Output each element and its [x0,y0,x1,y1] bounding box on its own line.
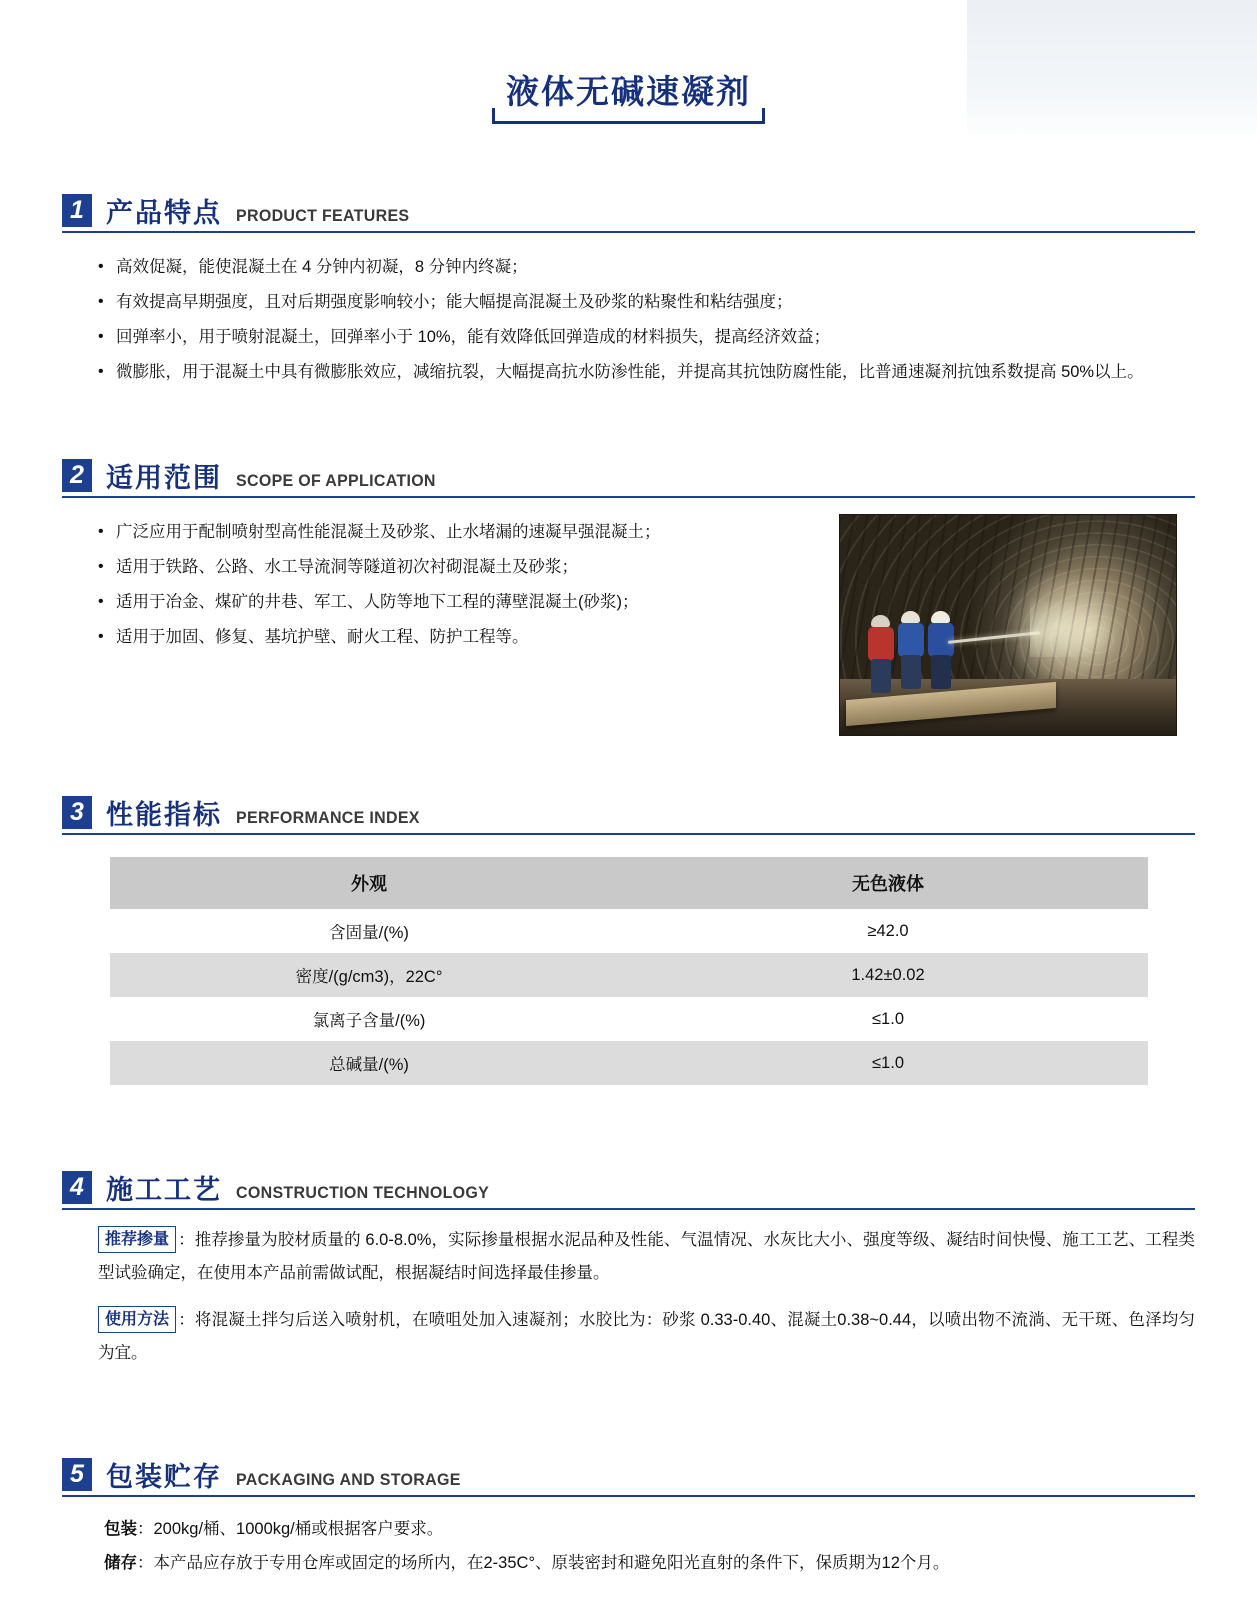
table-cell-name: 外观 [110,857,629,909]
section-title-en: PERFORMANCE INDEX [236,809,420,828]
section-title-en: CONSTRUCTION TECHNOLOGY [236,1184,490,1203]
list-item: • 高效促凝，能使混凝土在 4 分钟内初凝，8 分钟内终凝； [98,251,1195,284]
table-cell-name: 氯离子含量/(%) [110,997,629,1041]
section-product-features [62,194,1195,389]
list-item: • 适用于加固、修复、基坑护壁、耐火工程、防护工程等。 [98,621,829,654]
section-header [62,1458,1195,1497]
worker-figure [866,615,896,693]
worker-figure [896,611,926,689]
worker-torso [868,627,894,661]
section-performance-index [62,796,1195,1085]
table-cell-value: ≥42.0 [629,909,1148,953]
section-title-cn: 产品特点 [106,198,222,228]
worker-legs [931,655,951,689]
table-cell-value: 1.42±0.02 [629,953,1148,997]
storage-line [104,1547,1195,1581]
helmet-icon [871,615,890,627]
section-number-badge: 3 [62,796,92,829]
table-cell-value: ≤1.0 [629,997,1148,1041]
section-number-badge: 5 [62,1458,92,1491]
performance-table [110,857,1148,1085]
scope-list [62,516,829,656]
usage-text: ：将混凝土拌匀后送入喷射机，在喷咀处加入速凝剂；水胶比为：砂浆 0.33-0.40、混凝土0.38~0.44，以喷出物不流淌、无干斑、色泽均匀为宜。 [98,1311,1195,1362]
storage-key: 储存 [104,1553,137,1572]
table-row [110,909,1148,953]
worker-figure [926,611,956,695]
worker-legs [871,659,891,693]
table-cell-value: ≤1.0 [629,1041,1148,1085]
table-row [110,1041,1148,1085]
packaging-lines [62,1513,1195,1611]
dosage-paragraph [98,1224,1195,1290]
tunnel-construction-photo [839,514,1177,736]
section-title-en: PRODUCT FEATURES [236,207,410,226]
list-item: • 微膨胀，用于混凝土中具有微膨胀效应，减缩抗裂，大幅提高抗水防渗性能，并提高其抗蚀防腐性能，比普通速凝剂抗蚀系数提高 50%以上。 [98,356,1195,389]
section-title-cn: 性能指标 [106,800,222,830]
table-cell-name: 密度/(g/cm3)，22C° [110,953,629,997]
list-item: • 适用于冶金、煤矿的井巷、军工、人防等地下工程的薄壁混凝土(砂浆)； [98,586,829,619]
table-cell-name: 含固量/(%) [110,909,629,953]
dosage-tag: 推荐掺量 [98,1226,176,1253]
section-packaging-and-storage [62,1458,1195,1611]
section-header [62,194,1195,233]
storage-value: ：本产品应存放于专用仓库或固定的场所内，在2-35C°、原装密封和避免阳光直射的条件下，保质期为12个月。 [137,1553,950,1572]
document-title-container [0,0,1257,124]
list-item: • 适用于铁路、公路、水工导流洞等隧道初次衬砌混凝土及砂浆； [98,551,829,584]
table-cell-name: 总碱量/(%) [110,1041,629,1085]
table-cell-value: 无色液体 [629,857,1148,909]
section-number-badge: 4 [62,1171,92,1204]
table-row [110,997,1148,1041]
helmet-icon [931,611,950,623]
list-item: • 广泛应用于配制喷射型高性能混凝土及砂浆、止水堵漏的速凝早强混凝土； [98,516,829,549]
packaging-value: ：200kg/桶、1000kg/桶或根据客户要求。 [137,1520,444,1538]
section-header [62,796,1195,835]
helmet-icon [901,611,920,623]
worker-legs [901,655,921,689]
section-number-badge: 1 [62,194,92,227]
packaging-key: 包装 [104,1520,137,1538]
section-construction-technology [62,1171,1195,1370]
section-header [62,1171,1195,1210]
usage-tag: 使用方法 [98,1306,176,1333]
table-row [110,857,1148,909]
section-header [62,459,1195,498]
feature-list [62,251,1195,389]
concrete-spray [1030,597,1116,657]
packaging-line [104,1513,1195,1547]
scope-body [62,498,1195,736]
table-row [110,953,1148,997]
section-title-cn: 施工工艺 [106,1175,222,1205]
section-title-cn: 适用范围 [106,463,222,493]
page-title: 液体无碱速凝剂 [492,62,765,124]
section-title-cn: 包装贮存 [106,1462,222,1492]
dosage-text: ：推荐掺量为胶材质量的 6.0-8.0%，实际掺量根据水泥品种及性能、气温情况、水灰比大小、强度等级、凝结时间快慢、施工工艺、工程类型试验确定，在使用本产品前需做试配，根据凝结时间选择最佳掺量。 [98,1231,1195,1282]
list-item: • 回弹率小，用于喷射混凝土，回弹率小于 10%，能有效降低回弹造成的材料损失，提高经济效益； [98,321,1195,354]
section-title-en: PACKAGING AND STORAGE [236,1471,461,1490]
worker-torso [898,623,924,657]
list-item: • 有效提高早期强度，且对后期强度影响较小；能大幅提高混凝土及砂浆的粘聚性和粘结强度； [98,286,1195,319]
usage-paragraph [98,1304,1195,1370]
section-scope-of-application [62,459,1195,736]
section-number-badge: 2 [62,459,92,492]
section-title-en: SCOPE OF APPLICATION [236,472,436,491]
